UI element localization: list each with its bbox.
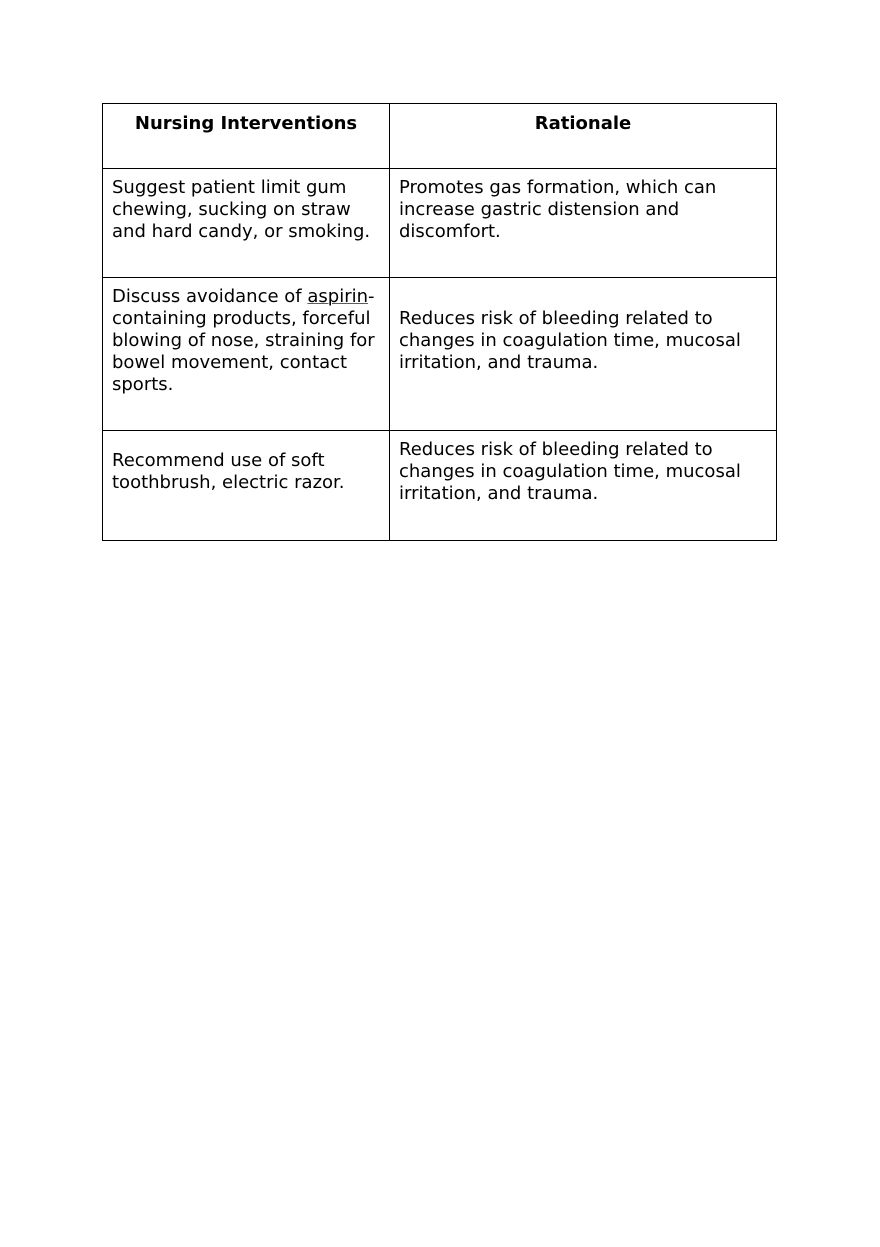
rationale-cell: Reduces risk of bleeding related to changes in coagulation time, mucosal irritation, and trauma. <box>390 278 777 431</box>
aspirin-link[interactable]: aspirin <box>307 286 369 307</box>
rationale-cell: Promotes gas formation, which can increase gastric distension and discomfort. <box>390 169 777 278</box>
table-row <box>103 278 777 431</box>
intervention-text-prefix: Discuss avoidance of <box>112 286 308 307</box>
intervention-text-suffix: -containing products, forceful blowing of nose, straining for bowel movement, contact sports. <box>112 286 375 395</box>
table-row <box>103 169 777 278</box>
intervention-cell <box>103 278 390 431</box>
header-rationale: Rationale <box>390 104 777 169</box>
header-nursing-interventions: Nursing Interventions <box>103 104 390 169</box>
intervention-cell: Recommend use of soft toothbrush, electric razor. <box>103 431 390 541</box>
intervention-cell: Suggest patient limit gum chewing, sucking on straw and hard candy, or smoking. <box>103 169 390 278</box>
nursing-care-table <box>102 103 777 541</box>
table-header-row <box>103 104 777 169</box>
rationale-cell: Reduces risk of bleeding related to changes in coagulation time, mucosal irritation, and trauma. <box>390 431 777 541</box>
table-row <box>103 431 777 541</box>
